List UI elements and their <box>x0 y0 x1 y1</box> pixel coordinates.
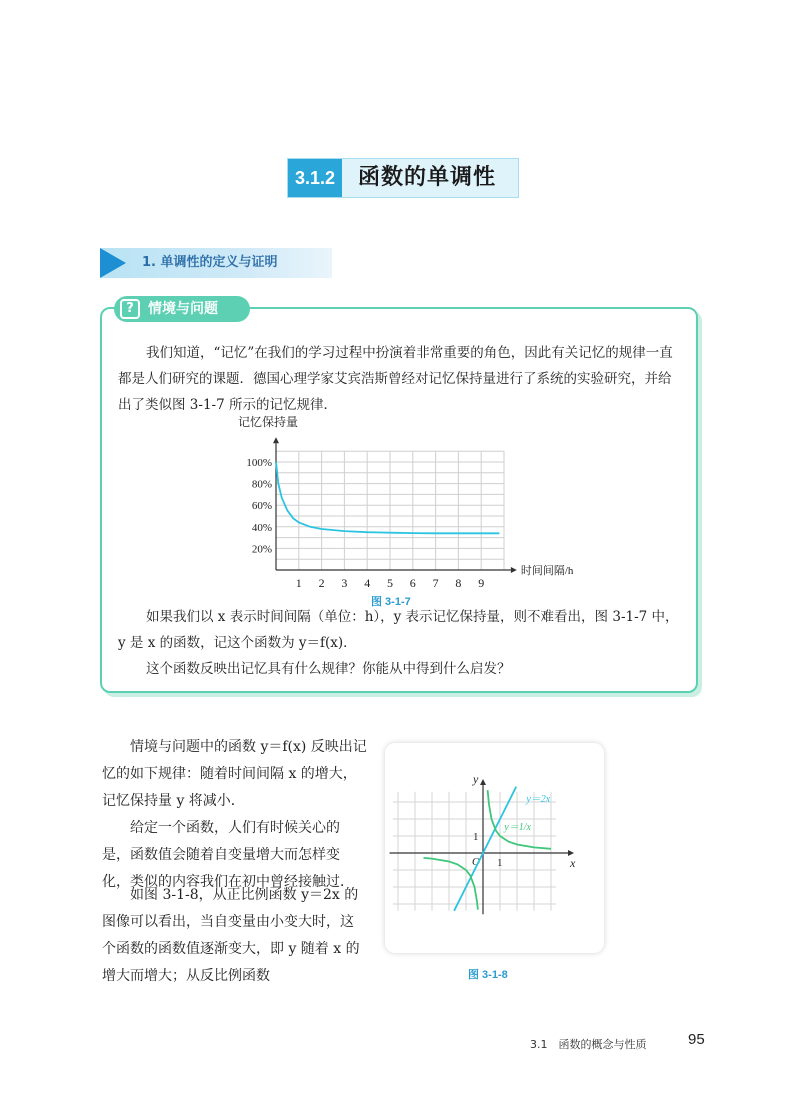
section-banner <box>287 158 519 198</box>
x-tick-label: 2 <box>318 576 325 590</box>
x-tick-label: 1 <box>295 576 302 590</box>
question-icon: ? <box>120 299 140 319</box>
x-tick-label: 1 <box>497 857 503 869</box>
x-axis-arrow <box>511 567 517 573</box>
series-label-1-over-x: y＝1/x <box>504 822 531 834</box>
situation-paragraph-2: 如果我们以 x 表示时间间隔（单位：h），y 表示记忆保持量，则不难看出，图 3-1-7 中，y 是 x 的函数，记这个函数为 y＝f(x)． <box>118 609 679 651</box>
figure-caption-3-1-8: 图 3-1-8 <box>468 969 508 981</box>
y-axis-label: y <box>473 772 479 786</box>
x-tick-label: 7 <box>432 576 439 590</box>
y-axis-arrow <box>273 437 279 443</box>
subheading-text: 1. 单调性的定义与证明 <box>142 255 278 270</box>
origin-label: O <box>472 856 480 868</box>
y-tick-label: 100% <box>246 457 272 469</box>
x-tick-label: 4 <box>364 576 371 590</box>
body-paragraph-3: 如图 3-1-8，从正比例函数 y＝2x 的图像可以看出，当自变量由小变大时，这个函数的函数值逐渐变大，即 y 随着 x 的增大而增大；从反比例函数 <box>102 887 360 984</box>
line-y-equals-2x <box>454 787 516 911</box>
situation-paragraph-3: 这个函数反映出记忆具有什么规律？你能从中得到什么启发？ <box>146 661 511 677</box>
y-tick-label: 20% <box>251 543 272 556</box>
footer-section-label: 3.1 函数的概念与性质 <box>530 1038 647 1051</box>
y-tick-label: 1 <box>473 831 479 843</box>
x-tick-label: 8 <box>455 576 462 590</box>
section-title: 函数的单调性 <box>358 165 497 190</box>
subheading-band <box>100 248 332 278</box>
x-tick-label: 5 <box>387 576 393 590</box>
situation-box-tab <box>114 296 250 322</box>
situation-box-label: 情境与问题 <box>148 301 218 317</box>
y-tick-label: 40% <box>251 521 272 534</box>
memory-retention-chart <box>230 410 590 595</box>
x-tick-label: 6 <box>409 576 416 590</box>
y-axis-label: 记忆保持量 <box>238 415 299 429</box>
figure-caption-3-1-7: 图 3-1-7 <box>371 596 411 608</box>
y-axis-arrow <box>480 779 486 785</box>
section-number: 3.1.2 <box>288 159 342 197</box>
page-number: 95 <box>688 1031 705 1048</box>
y-tick-label: 60% <box>251 500 272 513</box>
function-graph-chart <box>385 743 604 953</box>
arrow-icon <box>100 248 126 278</box>
situation-paragraph-1: 我们知道，“记忆”在我们的学习过程中扮演着非常重要的角色，因此有关记忆的规律一直都是人们研究的课题．德国心理学家艾宾浩斯曾经对记忆保持量进行了系统的实验研究，并给出了类似图 3-1-7 所示的记忆规律． <box>118 345 673 413</box>
y-tick-label: 80% <box>251 478 272 491</box>
body-paragraph-2: 给定一个函数，人们有时候关心的是，函数值会随着自变量增大而怎样变化，类似的内容我们在初中曾经接触过． <box>102 820 354 890</box>
figure-card-3-1-8 <box>385 743 604 953</box>
x-axis-label: x <box>570 856 576 870</box>
series-label-2x: y＝2x <box>526 794 551 805</box>
x-axis-label: 时间间隔/h <box>520 565 574 577</box>
body-paragraph-1: 情境与问题中的函数 y＝f(x) 反映出记忆的如下规律：随着时间间隔 x 的增大，记忆保持量 y 将减小． <box>102 739 367 809</box>
x-tick-label: 9 <box>478 576 485 590</box>
x-tick-label: 3 <box>341 576 348 590</box>
